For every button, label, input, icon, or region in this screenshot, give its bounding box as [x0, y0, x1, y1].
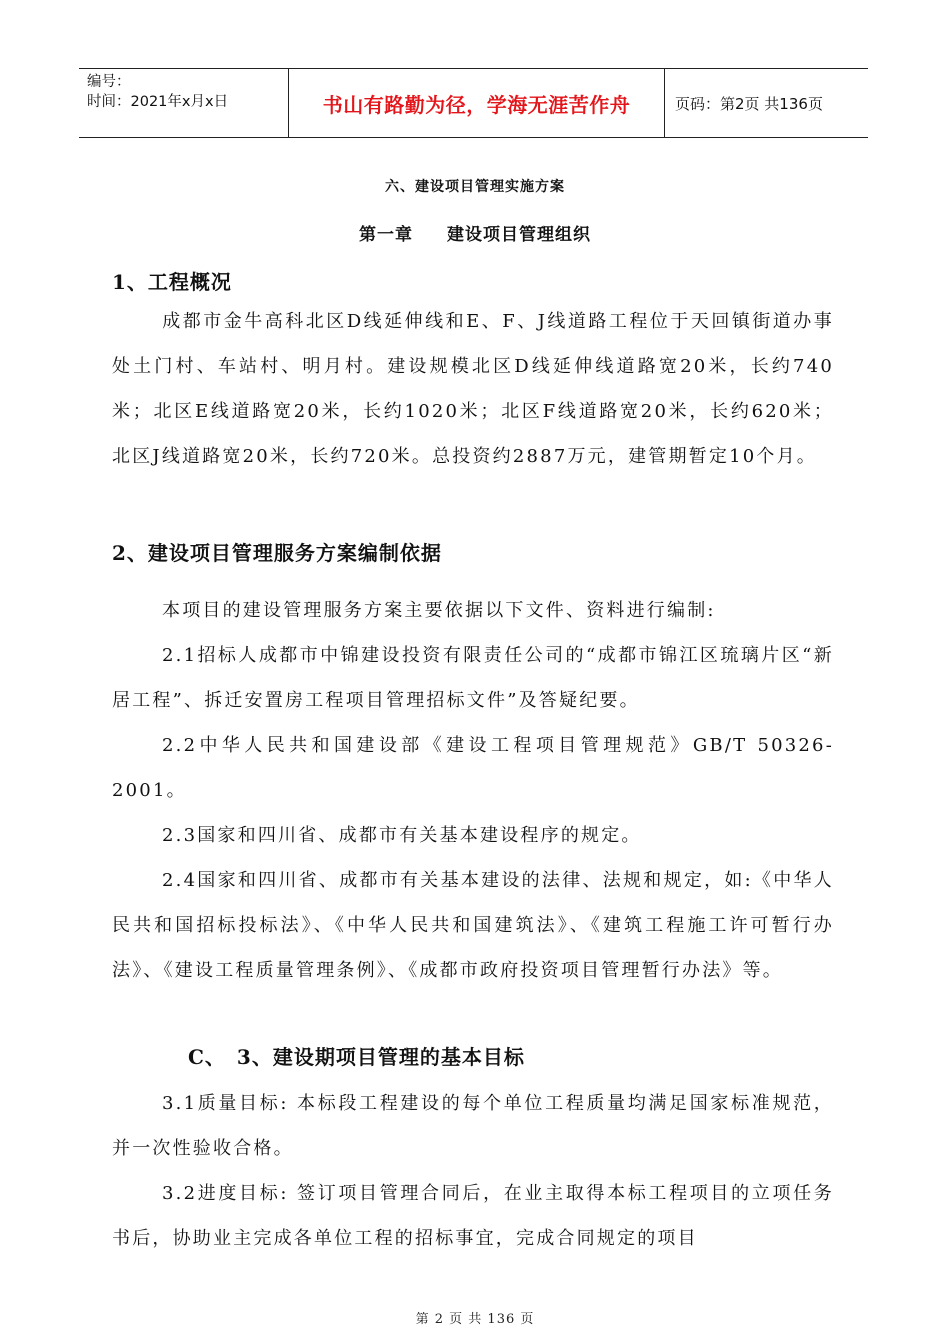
heading-3: C、 3、建设期项目管理的基本目标 [188, 1045, 525, 1069]
paragraph-1 [112, 299, 834, 479]
header-motto: 书山有路勤为径，学海无涯苦作舟 [289, 69, 665, 137]
paragraph-1-text: 成都市金牛高科北区D线延伸线和E、F、J线道路工程位于天回镇街道办事处土门村、车站村、明月村。建设规模北区D线延伸线道路宽20米，长约740米；北区E线道路宽20米，长约1020米；北区F线道路宽20米，长约620米；北区J线道路宽20米，长约720米。总投资约2887万元，建管期暂定10个月。 [112, 311, 834, 467]
number-label: 编号： [87, 74, 131, 90]
paragraph-2-2-text: 2.2中华人民共和国建设部《建设工程项目管理规范》GB/T 50326-2001。 [112, 735, 834, 801]
header-page-code: 页码：第2页 共136页 [675, 94, 823, 113]
heading-2: 2、建设项目管理服务方案编制依据 [112, 541, 442, 565]
time-label: 时间：2021年x月x日 [87, 94, 229, 110]
paragraph-2-3 [112, 813, 834, 858]
chapter-name: 建设项目管理组织 [447, 225, 591, 245]
paragraph-3-1 [112, 1081, 834, 1171]
paragraph-2-3-text: 2.3国家和四川省、成都市有关基本建设程序的规定。 [162, 825, 642, 846]
chapter-title [0, 220, 950, 245]
paragraph-2-2 [112, 723, 834, 813]
header-table [79, 68, 868, 138]
paragraph-2-1-text: 2.1招标人成都市中锦建设投资有限责任公司的“成都市锦江区琉璃片区“新居工程”、拆迁安置房工程项目管理招标文件”及答疑纪要。 [112, 645, 834, 711]
chapter-number: 第一章 [359, 225, 413, 245]
header-meta [79, 69, 289, 137]
paragraph-3-2-text: 3.2进度目标: 签订项目管理合同后，在业主取得本标工程项目的立项任务书后，协助业主完成各单位工程的招标事宜，完成合同规定的项目 [112, 1183, 834, 1249]
section-title: 六、建设项目管理实施方案 [385, 179, 565, 195]
paragraph-3-1-text: 3.1质量目标: 本标段工程建设的每个单位工程质量均满足国家标准规范，并一次性验收合格。 [112, 1093, 834, 1159]
paragraph-2-4-text: 2.4国家和四川省、成都市有关基本建设的法律、法规和规定，如:《中华人民共和国招标投标法》、《中华人民共和国建筑法》、《建筑工程施工许可暂行办法》、《建设工程质量管理条例》、《成都市政府投资项目管理暂行办法》等。 [112, 870, 834, 981]
heading-1: 1、工程概况 [112, 270, 232, 294]
page-footer: 第 2 页 共 136 页 [415, 1312, 535, 1327]
paragraph-2-4 [112, 858, 834, 993]
paragraph-2-intro-text: 本项目的建设管理服务方案主要依据以下文件、资料进行编制: [162, 600, 716, 621]
paragraph-2-1 [112, 633, 834, 723]
paragraph-2-intro [112, 588, 834, 633]
paragraph-3-2 [112, 1171, 834, 1261]
